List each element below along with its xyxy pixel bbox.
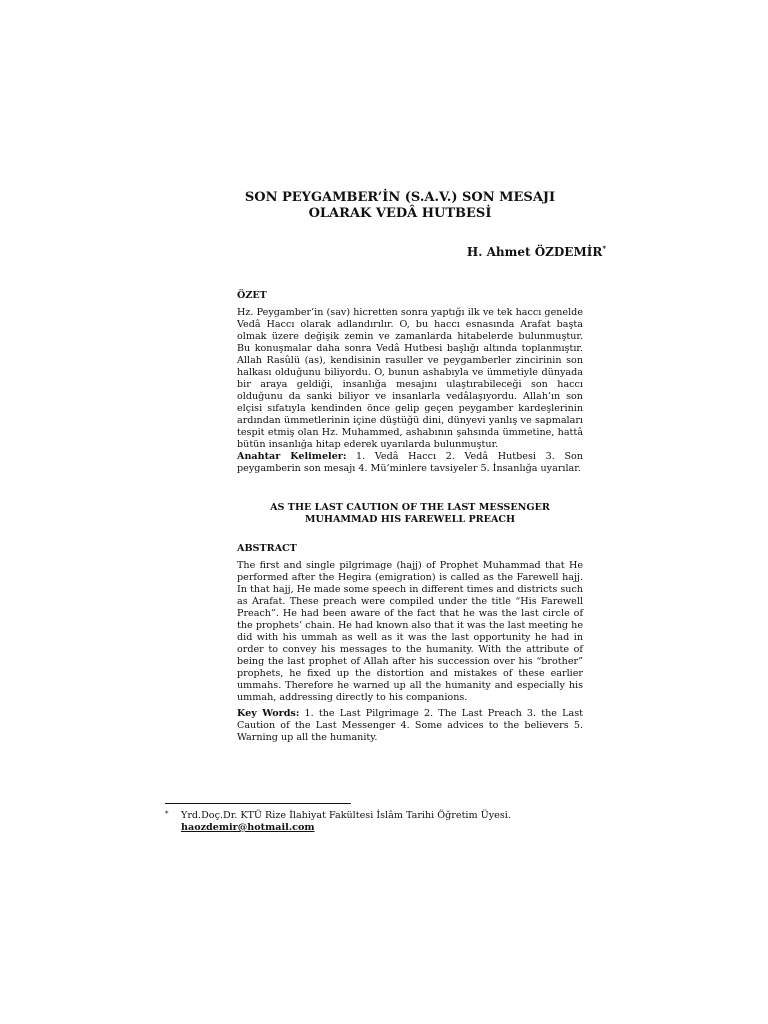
ozet-body: Hz. Peygamber’in (sav) hicretten sonra yaptığı ilk ve tek haccı genelde Vedâ Haccı olarak adlandırılır. O, bu haccı esnasında Arafat başta olmak üzere değişik zemin ve zamanlarda hitabelerde bulunmuştur. Bu konuşmalar daha sonra Vedâ Hutbesi başlığı altında toplanmıştır. Allah Rasûlü (as), kendisinin rasuller ve peygamberler zincirinin son halkası olduğunu biliyordu. O, bunun ashabıyla ve ümmetiyle dünyada bir araya geldiği, insanlığa mesajını ulaştırabileceği son haccı olduğunu da sanki biliyor ve insanlarla vedâlaşıyordu. Allah’ın son elçisi sıfatıyla kendinden önce gelip geçen peygamber kardeşlerinin ardından ümmetlerinin içine düştüğü dini, dünyevi yanlış ve sapmaları tespit etmiş olan Hz. Muhammed, ashabının şahsında ümmetine, hattâ bütün insanlığa hitap ederek uyarılarda bulunmuştur.	[237, 307, 583, 450]
abstract-heading: ABSTRACT	[237, 543, 297, 554]
abstract-body: The first and single pilgrimage (hajj) of Prophet Muhammad that He performed after the Hegira (emigration) is called as the Farewell hajj. In that hajj, He made some speech in different times and districts such as Arafat. These preach were compiled under the title “His Farewell Preach”. He had been aware of the fact that he was the last circle of the prophets’ chain. He had known also that it was the last meeting he did with his ummah as well as it was the last opportunity he had in order to convey his messages to the humanity. With the attribute of being the last prophet of Allah after his succession over his “brother” prophets, he fixed up the distortion and mistakes of these earlier ummahs. Therefore he warned up all the humanity and especially his ummah, addressing directly to his companions.	[237, 560, 583, 703]
author-name: H. Ahmet ÖZDEMİR	[466, 245, 603, 259]
english-title-line-1: AS THE LAST CAUTION OF THE LAST MESSENGER	[270, 502, 550, 513]
ozet-section	[237, 290, 583, 475]
abstract-section	[237, 543, 583, 744]
footnote-rule	[165, 803, 351, 804]
footnote	[165, 810, 585, 834]
ozet-keywords-label: Anahtar Kelimeler:	[237, 451, 347, 462]
author	[467, 244, 606, 259]
footnote-mark: *	[165, 810, 169, 818]
footnote-email-link[interactable]: haozdemir@hotmail.com	[181, 822, 315, 833]
abstract-keywords-label: Key Words:	[237, 708, 300, 719]
paper-title-line-2: OLARAK VEDÂ HUTBESİ	[308, 206, 492, 221]
footnote-affiliation: Yrd.Doç.Dr. KTÜ Rize İlahiyat Fakültesi İslâm Tarihi Öğretim Üyesi.	[181, 810, 511, 821]
author-footnote-mark: *	[602, 244, 606, 253]
english-title	[237, 502, 583, 526]
paper-title-line-1: SON PEYGAMBER’İN (S.A.V.) SON MESAJI	[244, 190, 556, 205]
paper-title	[200, 190, 600, 222]
ozet-heading: ÖZET	[237, 290, 267, 301]
ozet-keywords-text: 1. Vedâ Haccı 2. Vedâ Hutbesi 3. Son peygamberin son mesajı 4. Mü’minlere tavsiyeler 5. İnsanlığa uyarılar.	[237, 451, 583, 474]
ozet-keywords	[237, 451, 583, 475]
abstract-keywords	[237, 708, 583, 744]
abstract-keywords-text: 1. the Last Pilgrimage 2. The Last Preach 3. the Last Caution of the Last Messenger 4. Some advices to the believers 5. Warning up all the humanity.	[237, 708, 583, 743]
english-title-line-2: MUHAMMAD HIS FAREWELL PREACH	[304, 514, 516, 525]
